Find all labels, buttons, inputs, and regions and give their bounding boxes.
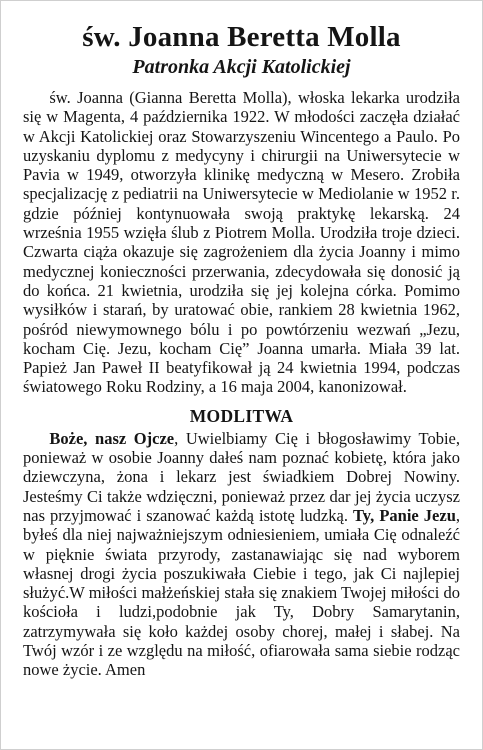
prayer-text-part-2: , byłeś dla niej najważniejszym odniesieniem, umiała Cię odnaleźć w pięknie świata przyrody, zastanawiając się nad wyborem własnej drogi życia poszukiwała Ciebie i tego, jak Ci najlepiej służyć.W miłości małżeńskiej stała się znakiem Twojej miłości do kościoła i ludzi,podobnie jak Ty, Dobry Samarytanin, zatrzymywała się koło każdej osoby chorej, małej i słabej. Na Twój wzór i ze względu na miłość, ofiarowała sama siebie rodząc nowe życie. Amen: [23, 505, 460, 680]
prayer-invocation-father: Boże, nasz Ojcze: [49, 428, 175, 448]
biography-paragraph: św. Joanna (Gianna Beretta Molla), włoska lekarka urodziła się w Magenta, 4 października 1922. W młodości zaczęła działać w Akcji Katolickiej oraz Stowarzyszeniu Wincentego a Paulo. Po uzyskaniu dyplomu z medycyny i chirurgii na Uniwersytecie w Pavia w 1949, otworzyła klinikę medyczną w Mesero. Zrobiła specjalizację z pediatrii na Uniwersytecie w Mediolanie w 1952 r. gdzie później kontynuowała swoją praktykę lekarską. 24 września 1955 wzięła ślub z Piotrem Molla. Urodziła troje dzieci. Czwarta ciąża okazuje się zagrożeniem dla życia Joanny i mimo medycznej konieczności przerwania, zdecydowała się donosić ją do końca. 21 kwietnia, urodziła się jej kolejna córka. Pomimo wysiłków i starań, by uratować obie, rankiem 28 kwietnia 1962, pośród niewymownego bólu i po powtórzeniu wezwań „Jezu, kocham Cię. Jezu, kocham Cię” Joanna umarła. Miała 39 lat. Papież Jan Paweł II beatyfikował ją 24 kwietnia 1994, podczas światowego Roku Rodziny, a 16 maja 2004, kanonizował.: [23, 88, 460, 397]
prayer-text-part-1: , Uwielbiamy Cię i błogosławimy Tobie, ponieważ w osobie Joanny dałeś nam poznać kobietę, która jako dziewczyna, żona i lekarz jest świadkiem Dobrej Nowiny. Jesteśmy Ci także wdzięczni, ponieważ przez dar jej życia uczysz nas przyjmować i szanować każdą istotę ludzką.: [23, 428, 460, 525]
prayer-paragraph: [23, 429, 460, 680]
prayer-invocation-jesus: Ty, Panie Jezu: [353, 505, 456, 525]
page-title: św. Joanna Beretta Molla: [82, 21, 401, 53]
page-subtitle: Patronka Akcji Katolickiej: [132, 56, 351, 78]
prayer-heading: MODLITWA: [189, 405, 294, 426]
